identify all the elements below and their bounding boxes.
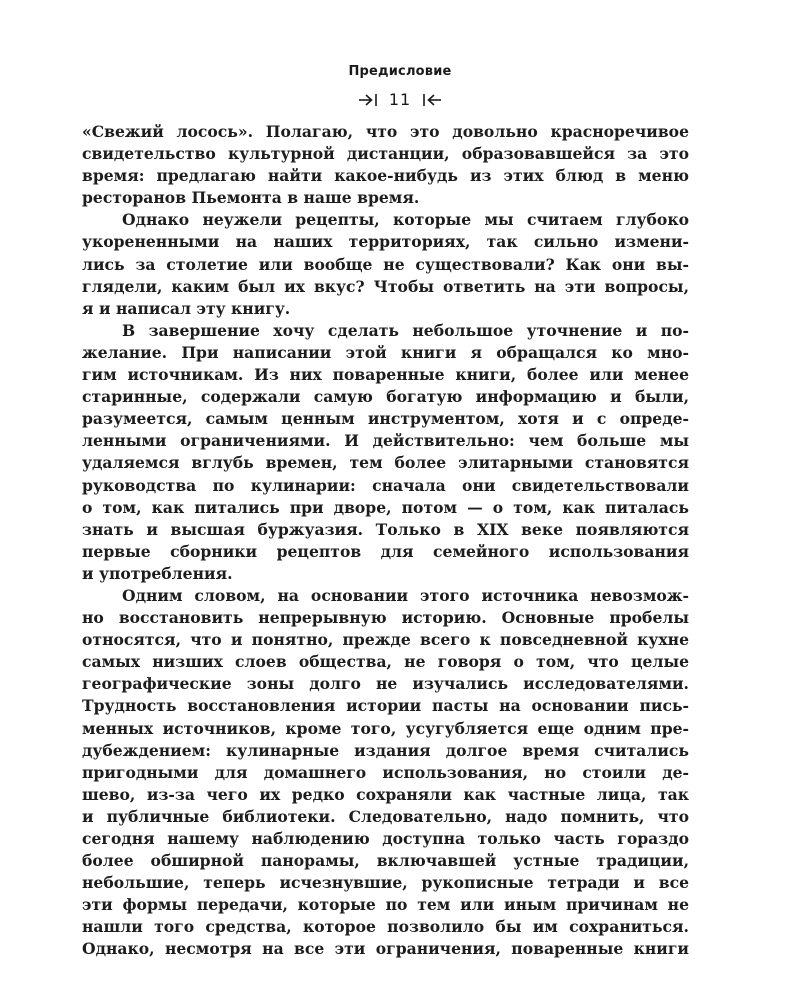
text-line: Трудность восстановления истории пасты на основании пись- (82, 696, 689, 716)
text-line: знать и высшая буржуазия. Только в XIX веке появляются (82, 519, 689, 539)
text-line: «Свежий лосось». Полагаю, что это довольно красноречивое (82, 122, 689, 141)
body-text (82, 121, 689, 961)
text-line: глядели, каким был их вкус? Чтобы ответить на эти вопросы, (82, 276, 689, 296)
text-line: и публичные библиотеки. Следовательно, надо помнить, что (82, 806, 689, 826)
running-head: Предисловие (348, 64, 452, 79)
text-line: нашли того средства, которое позволило бы им сохраниться. (82, 917, 689, 937)
text-line: Однако, несмотря на все эти ограничения, поваренные книги (82, 939, 689, 959)
text-line: пригодными для домашнего использования, но стоили де- (82, 762, 689, 782)
text-line: свидетельство культурной дистанции, образовавшейся за это (82, 144, 689, 164)
paragraph-first-line: Одним словом, на основании этого источника невозмож- (122, 585, 689, 605)
bar-arrow-left-icon (420, 93, 442, 107)
text-line: я и написал эту книгу. (82, 298, 291, 318)
text-line: дубеждением: кулинарные издания долгое время считались (82, 740, 689, 760)
page-folio (0, 90, 800, 109)
text-line: старинные, содержали самую богатую информацию и были, (82, 387, 689, 407)
text-line: ленными ограничениями. И действительно: чем больше мы (82, 431, 689, 451)
text-line: небольшие, теперь исчезнувшие, рукописные тетради и все (82, 873, 689, 893)
text-line: лись за столетие или вообще не существовали? Как они вы- (82, 254, 689, 274)
text-line: более обширной панорамы, включавшей устные традиции, (82, 851, 689, 871)
text-line: разумеется, самым ценным инструментом, хотя и с опреде- (82, 409, 689, 429)
text-line: гим источникам. Из них поваренные книги, более или менее (82, 365, 689, 385)
text-line: сегодня нашему наблюдению доступна только часть гораздо (82, 829, 689, 848)
text-line: географические зоны долго не изучались исследователями. (82, 674, 689, 694)
text-line: удаляемся вглубь времен, тем более элитарными становятся (82, 453, 689, 473)
text-line: самых низших слоев общества, не говоря о том, что целые (82, 652, 689, 672)
paragraph-first-line: В завершение хочу сделать небольшое уточнение и по- (122, 320, 689, 340)
text-line: ресторанов Пьемонта в наше время. (82, 188, 420, 208)
text-line: эти формы передачи, которые по тем или иным причинам не (82, 895, 689, 915)
page-number: 11 (388, 90, 412, 109)
text-line: относятся, что и понятно, прежде всего к повседневной кухне (82, 630, 689, 650)
text-line: время: предлагаю найти какое-нибудь из этих блюд в меню (82, 166, 689, 186)
arrow-right-bar-icon (358, 93, 380, 107)
text-line: желание. При написании этой книги я обращался ко мно- (82, 342, 689, 362)
text-line: шево, из-за чего их редко сохраняли как частные лица, так (82, 784, 689, 804)
paragraph-first-line: Однако неужели рецепты, которые мы считаем глубоко (122, 210, 689, 230)
text-line: первые сборники рецептов для семейного использования (82, 541, 689, 561)
text-line: но восстановить непрерывную историю. Основные пробелы (82, 608, 689, 628)
text-line: руководства по кулинарии: сначала они свидетельствовали (82, 475, 689, 495)
text-line: укорененными на наших территориях, так сильно измени- (82, 232, 689, 252)
text-line: менных источников, кроме того, усугубляется еще одним пре- (82, 718, 689, 738)
text-line: и употребления. (82, 563, 233, 583)
text-line: о том, как питались при дворе, потом — о том, как питалась (82, 497, 689, 517)
